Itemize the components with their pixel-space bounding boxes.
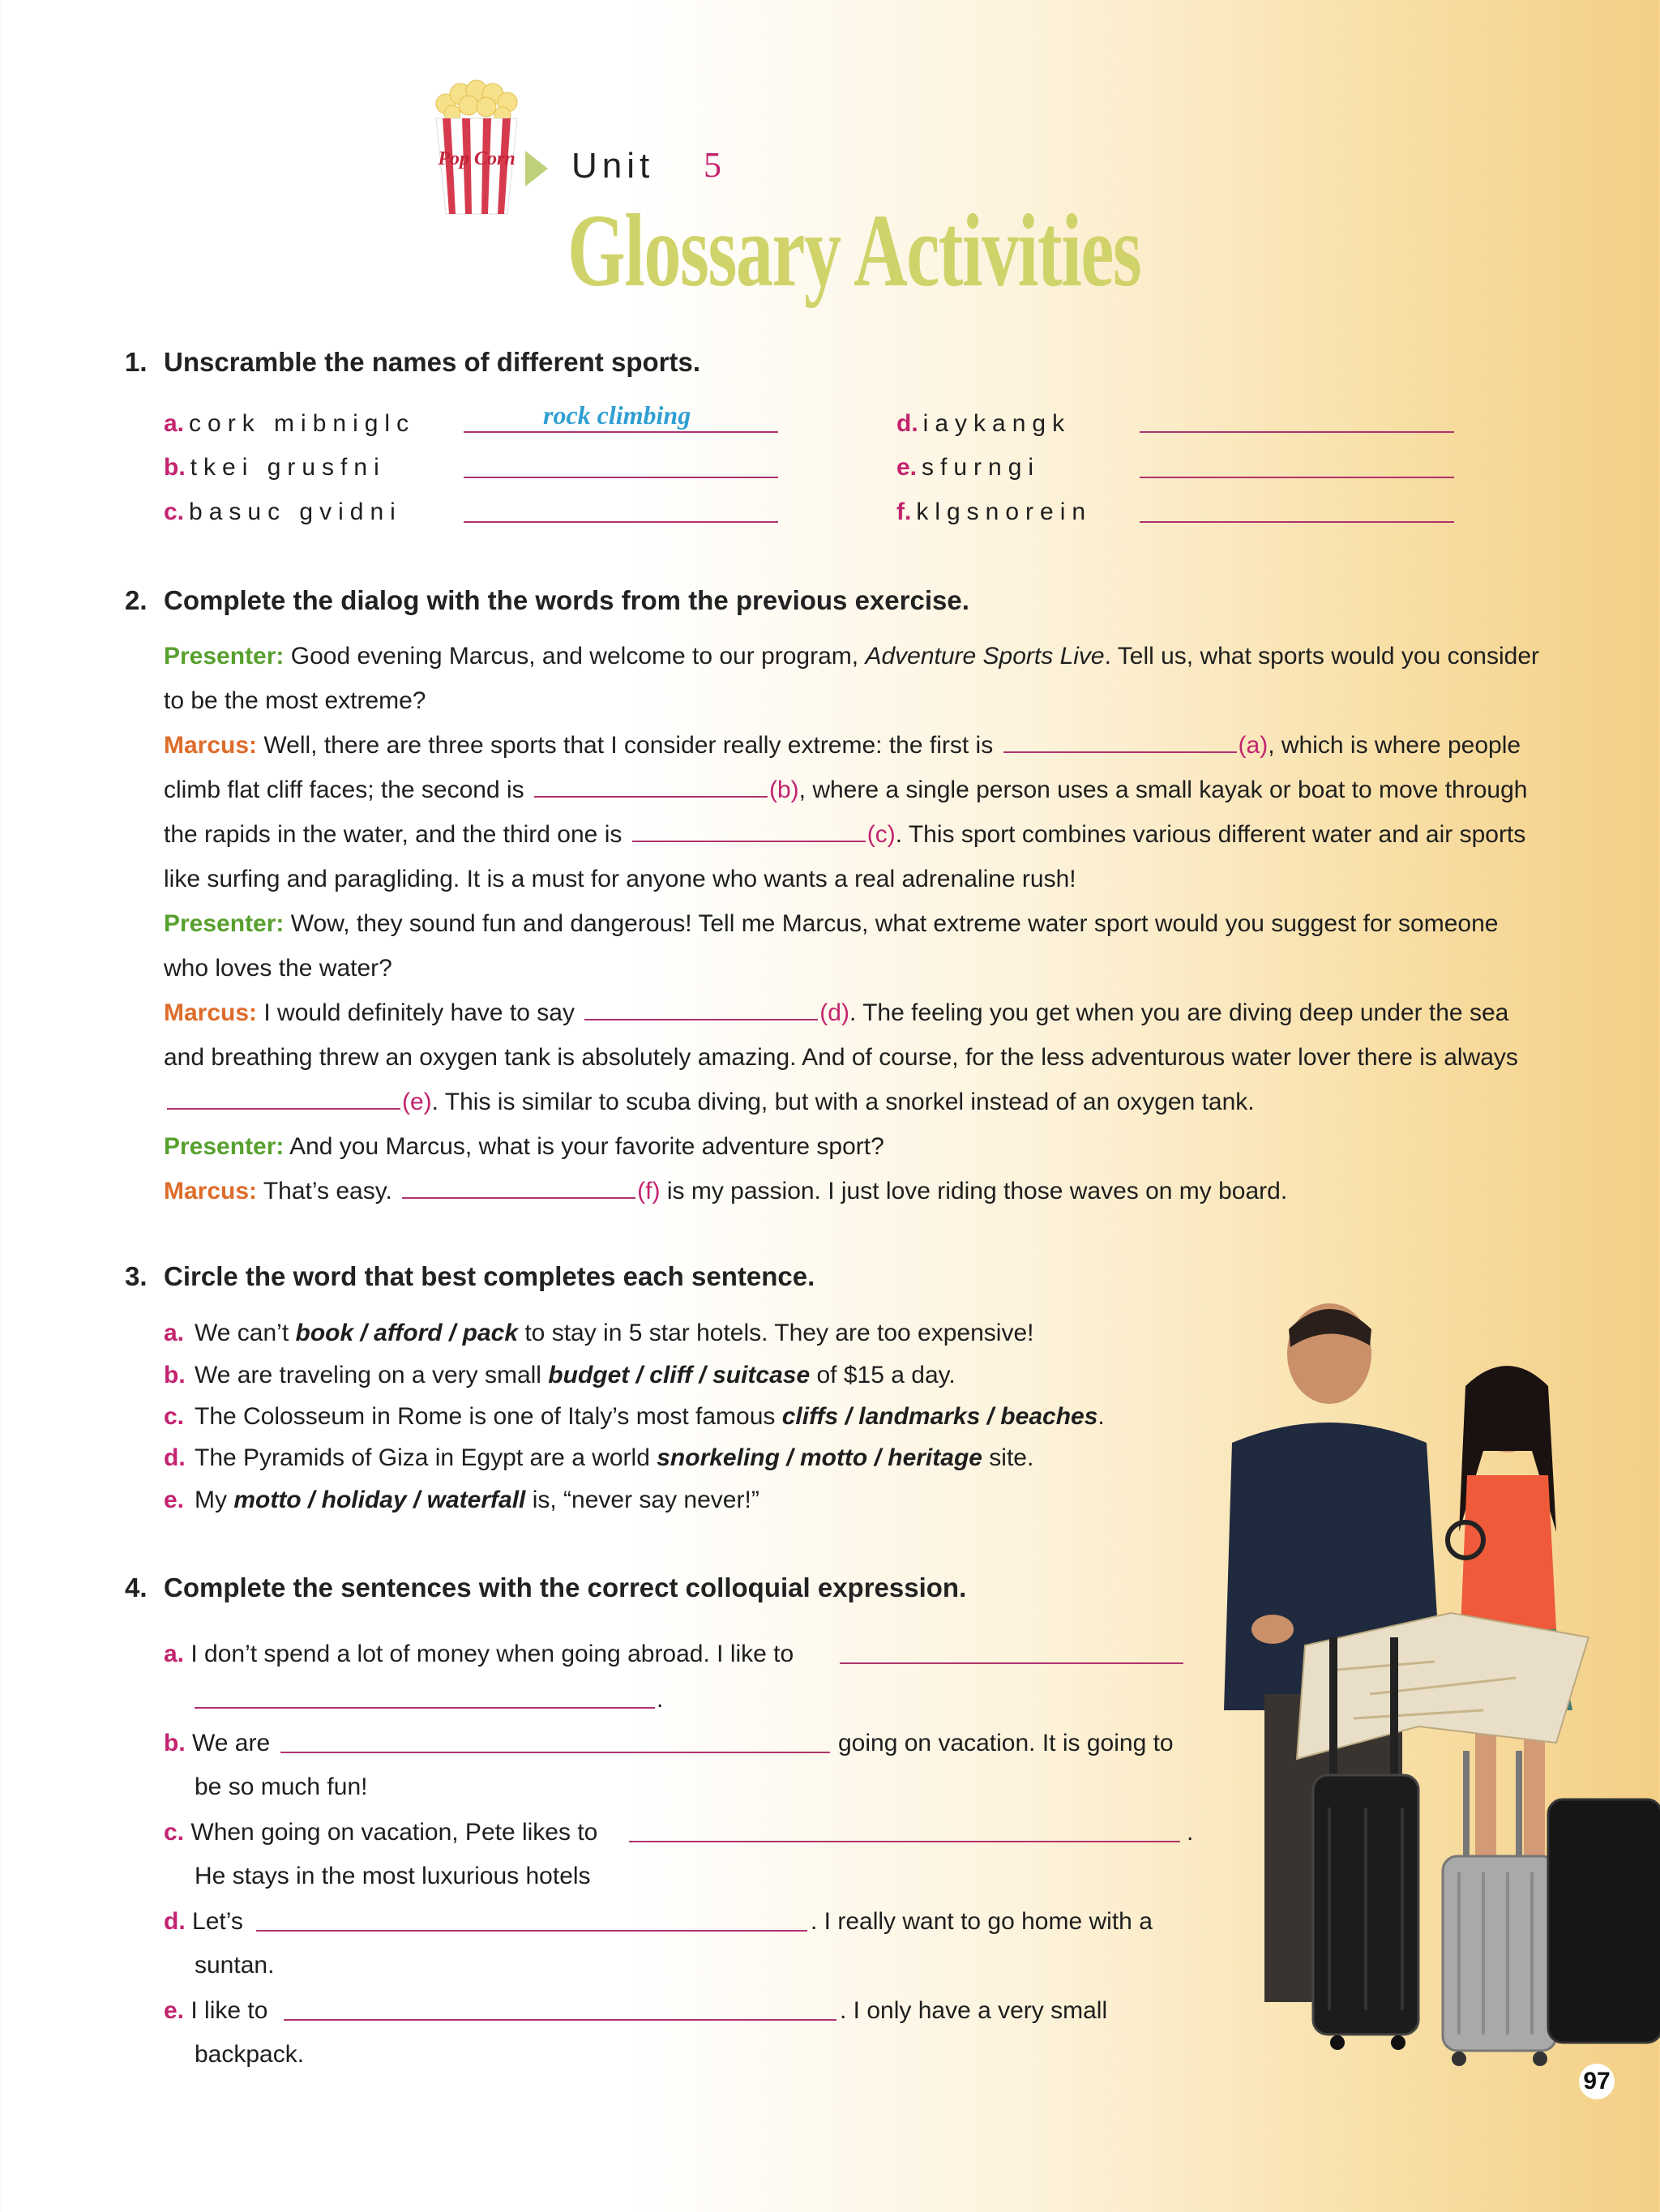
dialog-marcus-3 <box>164 1169 1542 1213</box>
sentence-part: I don’t spend a lot of money when going abroad. I like to <box>190 1641 794 1667</box>
popcorn-label: Pop Corn <box>438 148 516 169</box>
dialog-text <box>164 634 1542 1213</box>
speaker-marcus: Marcus: <box>164 732 258 759</box>
sentence-part: The Pyramids of Giza in Egypt are a world <box>195 1444 657 1471</box>
exercise-4-heading <box>125 1572 966 1603</box>
sentence-part: The Colosseum in Rome is one of Italy’s most famous <box>195 1403 782 1430</box>
word-options[interactable]: cliffs / landmarks / beaches <box>781 1403 1098 1430</box>
word-options[interactable]: snorkeling / motto / heritage <box>657 1444 982 1471</box>
dialog-line: , where a single person uses a small kayak or boat to move through the rapids in the water, and the third one is <box>164 777 1528 848</box>
exercise-4-instruction: Complete the sentences with the correct colloquial expression. <box>164 1572 967 1602</box>
unit-label: Unit <box>571 146 655 186</box>
item-letter: a. <box>164 410 185 437</box>
sentence-part: I like to <box>190 1997 268 2024</box>
expression-item-a <box>164 1641 794 1668</box>
sentence-part: . I only have a very small <box>840 1997 1108 2024</box>
word-options[interactable]: book / afford / pack <box>295 1320 518 1346</box>
sentence-part: going on vacation. It is going to <box>838 1730 1174 1756</box>
scramble-item-c <box>164 498 402 526</box>
dialog-marcus-1 <box>164 723 1542 901</box>
scrambled-word: klgsnorein <box>916 498 1093 525</box>
dialog-line: is my passion. I just love riding those waves on my board. <box>666 1178 1288 1204</box>
unit-number: 5 <box>704 145 721 185</box>
dialog-presenter-1 <box>164 634 1542 723</box>
sentence-part: We are traveling on a very small <box>195 1362 549 1388</box>
blank-c[interactable] <box>632 819 866 842</box>
page-number: 97 <box>1579 2064 1615 2099</box>
scrambled-word: sfurngi <box>922 454 1041 481</box>
item-letter: b. <box>164 454 186 481</box>
dialog-line: Well, there are three sports that I consider really extreme: the first is <box>263 732 994 759</box>
dialog-line: And you Marcus, what is your favorite adventure sport? <box>289 1133 884 1160</box>
scrambled-word: tkei grusfni <box>190 454 386 481</box>
exercise-3-instruction: Circle the word that best completes each sentence. <box>164 1261 815 1291</box>
word-options[interactable]: budget / cliff / suitcase <box>548 1362 811 1388</box>
circle-item-d <box>164 1444 1033 1472</box>
play-arrow-icon <box>525 151 548 186</box>
expression-item-b <box>164 1730 270 1757</box>
circle-item-c <box>164 1403 1105 1431</box>
blank-f[interactable] <box>402 1176 635 1199</box>
sentence-part: He stays in the most luxurious hotels <box>195 1863 591 1889</box>
dialog-line: Wow, they sound fun and dangerous! Tell me Marcus, what extreme water sport would you suggest for someone who loves the water? <box>164 910 1499 982</box>
sentence-part: My <box>195 1487 234 1513</box>
exercise-2-instruction: Complete the dialog with the words from the previous exercise. <box>164 585 969 615</box>
scramble-item-f <box>896 498 1092 526</box>
gap-label-a: (a) <box>1238 732 1269 759</box>
gap-label-f: (f) <box>637 1178 661 1204</box>
word-options[interactable]: motto / holiday / waterfall <box>233 1487 526 1513</box>
exercise-1-number: 1. <box>125 347 148 377</box>
popcorn-box-icon <box>428 79 525 217</box>
sentence-part: be so much fun! <box>195 1773 368 1800</box>
answer-line-a[interactable] <box>464 431 778 433</box>
dialog-marcus-2 <box>164 990 1542 1124</box>
sentence-part: We are <box>192 1730 271 1756</box>
circle-item-b <box>164 1362 956 1389</box>
blank-a[interactable] <box>1003 730 1237 753</box>
scrambled-word: iaykangk <box>922 410 1072 437</box>
sentence-part: suntan. <box>195 1952 275 1979</box>
exercise-2-heading <box>125 585 969 616</box>
item-letter: e. <box>164 1487 185 1513</box>
dialog-line: Good evening Marcus, and welcome to our program, <box>290 643 859 670</box>
sentence-part: is, “never say never!” <box>525 1487 759 1513</box>
item-letter: b. <box>164 1730 186 1756</box>
answer-line-e[interactable] <box>1140 477 1454 478</box>
sentence-part: site. <box>982 1444 1034 1471</box>
exercise-1-heading <box>125 347 700 378</box>
dialog-line: . This sport combines various different water and air sports like surfing and paragliding. It is a must for anyone who wants a real adrenaline rush! <box>164 821 1526 892</box>
gap-label-c: (c) <box>866 821 896 848</box>
dialog-line: . The feeling you get when you are diving deep under the sea and breathing threw an oxygen tank is absolutely amazing. And of course, for the less adventurous water lover there is always <box>164 999 1518 1071</box>
item-letter: b. <box>164 1362 186 1388</box>
dialog-presenter-2 <box>164 901 1542 990</box>
expression-item-e <box>164 1997 267 2025</box>
circle-item-e <box>164 1487 759 1514</box>
exercise-4-number: 4. <box>125 1572 148 1602</box>
gap-label-d: (d) <box>819 999 849 1026</box>
circle-item-a <box>164 1320 1033 1347</box>
answer-line-b[interactable] <box>464 477 778 478</box>
item-letter: c. <box>164 1403 185 1430</box>
answer-line-f[interactable] <box>1140 521 1454 523</box>
item-letter: e. <box>164 1997 185 2024</box>
sentence-part: of $15 a day. <box>810 1362 956 1388</box>
sentence-part: When going on vacation, Pete likes to <box>190 1819 598 1846</box>
gap-label-e: (e) <box>402 1089 432 1115</box>
item-letter: d. <box>164 1908 186 1935</box>
item-letter: f. <box>896 498 912 525</box>
scrambled-word: cork mibniglc <box>189 410 416 437</box>
blank-d[interactable] <box>584 998 818 1020</box>
speaker-marcus: Marcus: <box>164 999 258 1026</box>
sentence-part: . <box>1097 1403 1105 1430</box>
answer-line-d[interactable] <box>1140 431 1454 433</box>
expression-item-d <box>164 1908 243 1936</box>
speaker-presenter: Presenter: <box>164 643 285 670</box>
blank-4a-line2[interactable] <box>195 1707 655 1709</box>
speaker-marcus: Marcus: <box>164 1178 258 1204</box>
blank-4c[interactable] <box>629 1841 1180 1842</box>
blank-4a-line1[interactable] <box>840 1662 1183 1664</box>
item-letter: e. <box>896 454 918 481</box>
dialog-line: I would definitely have to say <box>263 999 575 1026</box>
travelers-photo <box>1208 1289 1660 2083</box>
blank-b[interactable] <box>534 775 768 798</box>
period-4a: . <box>657 1686 664 1713</box>
dialog-presenter-3 <box>164 1124 1542 1169</box>
exercise-3-number: 3. <box>125 1261 148 1291</box>
scramble-item-b <box>164 454 386 481</box>
blank-4b[interactable] <box>280 1752 830 1753</box>
period-4c: . <box>1187 1819 1194 1846</box>
item-letter: d. <box>896 410 918 437</box>
speaker-presenter: Presenter: <box>164 1133 285 1160</box>
sentence-part: Let’s <box>192 1908 243 1935</box>
exercise-2-number: 2. <box>125 585 148 615</box>
sentence-part: backpack. <box>195 2041 305 2068</box>
scramble-item-e <box>896 454 1040 481</box>
show-title: Adventure Sports Live <box>865 643 1105 670</box>
speaker-presenter: Presenter: <box>164 910 285 937</box>
scramble-item-d <box>896 410 1071 438</box>
dialog-line: , which is where people climb flat cliff faces; the second is <box>164 732 1521 803</box>
page-title: Glossary Activities <box>567 193 1141 308</box>
scramble-item-a <box>164 410 415 438</box>
dialog-line: That’s easy. <box>263 1178 392 1204</box>
sentence-part: We can’t <box>195 1320 296 1346</box>
gap-label-b: (b) <box>768 777 799 803</box>
answer-rock-climbing: rock climbing <box>543 400 691 430</box>
blank-4e[interactable] <box>284 2019 836 2021</box>
exercise-3-heading <box>125 1261 815 1292</box>
scrambled-word: basuc gvidni <box>189 498 402 525</box>
dialog-line: . Tell us, what sports would you consider to be the most extreme? <box>164 643 1540 714</box>
sentence-part: to stay in 5 star hotels. They are too expensive! <box>518 1320 1034 1346</box>
item-letter: d. <box>164 1444 186 1471</box>
dialog-line: . This is similar to scuba diving, but with a snorkel instead of an oxygen tank. <box>431 1089 1255 1115</box>
blank-e[interactable] <box>167 1087 400 1110</box>
item-letter: a. <box>164 1320 185 1346</box>
item-letter: c. <box>164 1819 185 1846</box>
answer-line-c[interactable] <box>464 521 778 523</box>
item-letter: a. <box>164 1641 185 1667</box>
item-letter: c. <box>164 498 185 525</box>
exercise-1-instruction: Unscramble the names of different sports. <box>164 347 700 377</box>
blank-4d[interactable] <box>256 1930 807 1932</box>
sentence-part: . I really want to go home with a <box>811 1908 1153 1935</box>
expression-item-c <box>164 1819 597 1846</box>
